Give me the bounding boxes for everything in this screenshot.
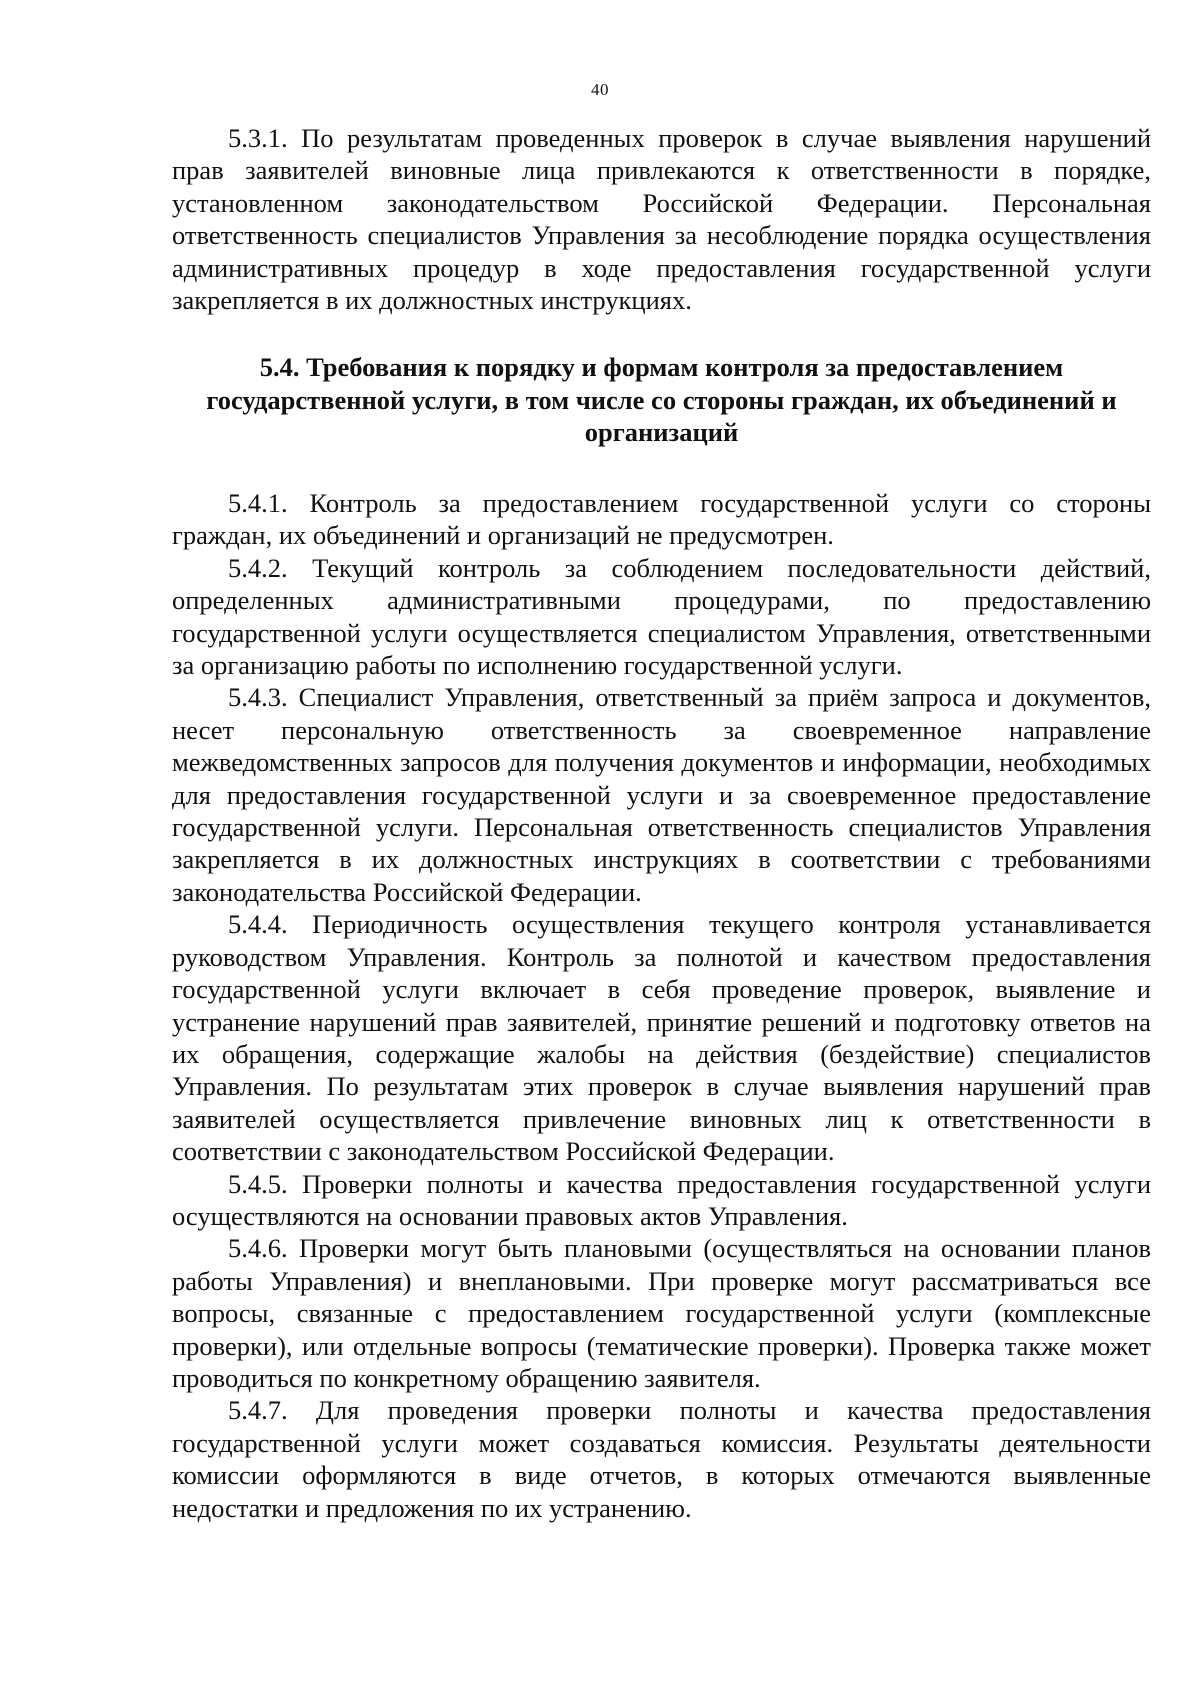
- section-5-4-text: [172, 487, 1151, 1524]
- paragraph-5-4-2: 5.4.2. Текущий контроль за соблюдением последовательности действий, определенных административными процедурами, по предоставлению государственной услуги осуществляется специалистом Управления, ответственными за организацию работы по исполнению государственной услуги.: [172, 552, 1151, 681]
- section-5-3-text: [172, 122, 1151, 316]
- page-number: 40: [591, 80, 609, 99]
- paragraph-5-4-5: 5.4.5. Проверки полноты и качества предоставления государственной услуги осуществляются на основании правовых актов Управления.: [172, 1168, 1151, 1231]
- paragraph-5-3-1: 5.3.1. По результатам проведенных проверок в случае выявления нарушений прав заявителей виновные лица привлекаются к ответственности в порядке, установленном законодательством Российской Федерации. Персональная ответственность специалистов Управления за несоблюдение порядка осуществления административных процедур в ходе предоставления государственной услуги закрепляется в их должностных инструкциях.: [172, 123, 1151, 316]
- paragraph-5-4-6: 5.4.6. Проверки могут быть плановыми (осуществляться на основании планов работы Управления) и внеплановыми. При проверке могут рассматриваться все вопросы, связанные с предоставлением государственной услуги (комплексные проверки), или отдельные вопросы (тематические проверки). Проверка также может проводиться по конкретному обращению заявителя.: [172, 1233, 1151, 1393]
- paragraph-5-4-4: 5.4.4. Периодичность осуществления текущего контроля устанавливается руководством Управления. Контроль за полнотой и качеством предоставления государственной услуги включает в себя проведение проверок, выявление и устранение нарушений прав заявителей, принятие решений и подготовку ответов на их обращения, содержащие жалобы на действия (бездействие) специалистов Управления. По результатам этих проверок в случае выявления нарушений прав заявителей осуществляется привлечение виновных лиц к ответственности в соответствии с законодательством Российской Федерации.: [172, 909, 1151, 1167]
- paragraph-5-4-3: 5.4.3. Специалист Управления, ответственный за приём запроса и документов, несет персональную ответственность за своевременное направление межведомственных запросов для получения документов и информации, необходимых для предоставления государственной услуги и за своевременное предоставление государственной услуги. Персональная ответственность специалистов Управления закрепляется в их должностных инструкциях в соответствии с требованиями законодательства Российской Федерации.: [172, 682, 1151, 907]
- paragraph-5-4-7: 5.4.7. Для проведения проверки полноты и качества предоставления государственной услуги может создаваться комиссия. Результаты деятельности комиссии оформляются в виде отчетов, в которых отмечаются выявленные недостатки и предложения по их устранению.: [172, 1395, 1151, 1523]
- paragraph-5-4-1: 5.4.1. Контроль за предоставлением государственной услуги со стороны граждан, их объединений и организаций не предусмотрен.: [172, 488, 1151, 551]
- section-heading-5-4: 5.4. Требования к порядку и формам контроля за предоставлением государственной услуги, в том числе со стороны граждан, их объединений и организаций: [206, 352, 1117, 447]
